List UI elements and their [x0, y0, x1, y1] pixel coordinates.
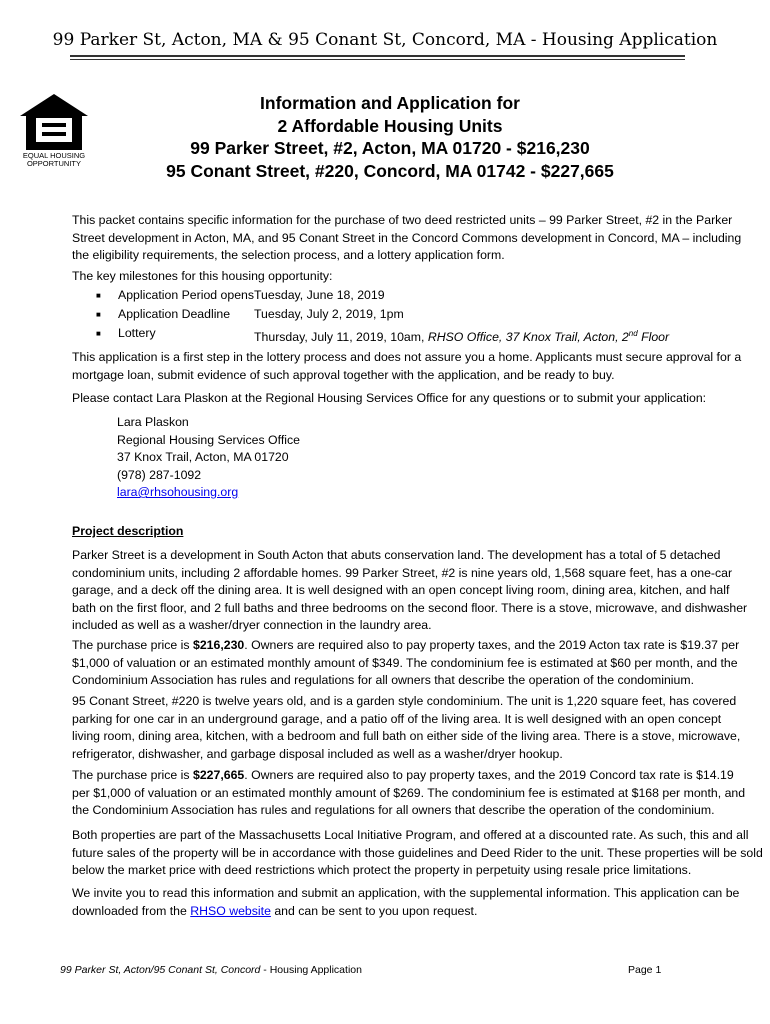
- page-number: Page 1: [628, 964, 662, 976]
- paragraph-line: refrigerator, dishwasher, and garbage disposal included as well as a washer/dryer hookup.: [72, 746, 563, 761]
- contact-address: 37 Knox Trail, Acton, MA 01720: [117, 450, 289, 464]
- paragraph-line: condominium units, including 2 affordable homes. 99 Parker Street, #2 is nine years old, 1,568 square feet, has a one-car: [72, 565, 733, 580]
- first-step-line: mortgage loan, submit evidence of such approval together with the application, and be ready to buy.: [72, 367, 615, 382]
- milestone-label: Application Period opens: [118, 288, 255, 302]
- contact-org: Regional Housing Services Office: [117, 432, 300, 447]
- intro-line: This packet contains specific information for the purchase of two deed restricted units – 99 Parker Street, #2 in the Parker: [72, 213, 733, 227]
- paragraph-line: Both properties are part of the Massachusetts Local Initiative Program, and offered at a discounted rate. As such, this and all: [72, 828, 749, 842]
- program-paragraph: [72, 827, 763, 880]
- paragraph-line: future sales of the property will be in accordance with those guidelines and Deed Rider to the unit. These properties will be sold: [72, 845, 763, 860]
- conant-paragraph: [72, 693, 741, 763]
- page-header: 99 Parker St, Acton, MA & 95 Conant St, Concord, MA - Housing Application: [52, 30, 718, 50]
- bullet-icon: ■: [96, 329, 101, 338]
- title-line-4: 95 Conant Street, #220, Concord, MA 01742 - $227,665: [166, 160, 614, 181]
- intro-paragraph: [72, 212, 742, 265]
- header-rule-thin: [70, 59, 685, 60]
- price-text: . Owners are required also to pay property taxes, and the 2019 Concord tax rate is $14.19: [244, 768, 734, 782]
- equal-housing-opportunity-logo: [18, 92, 90, 168]
- project-description-heading: Project description: [72, 524, 184, 538]
- paragraph-line: bath on the first floor, and 2 full baths and three bedrooms on the second floor. There is a stove, microwave, and dishwasher: [72, 600, 748, 615]
- price-text: The purchase price is: [72, 768, 193, 782]
- milestone-value: Tuesday, July 2, 2019, 1pm: [254, 307, 404, 321]
- title-line-2: 2 Affordable Housing Units: [277, 115, 503, 136]
- paragraph-line: Condominium Association has rules and regulations for all owners that describe the operation of the condominium.: [72, 673, 695, 687]
- paragraph-line: 95 Conant Street, #220 is twelve years old, and is a garden style condominium. The unit is 1,220 square feet, has covered: [72, 694, 737, 708]
- page-footer: [60, 964, 362, 976]
- price-text: The purchase price is: [72, 638, 193, 652]
- conant-price: $227,665: [192, 768, 245, 782]
- intro-line: the eligibility requirements, the selection process, and a lottery application form.: [72, 248, 505, 262]
- contact-block: [117, 414, 300, 502]
- paragraph-line: $1,000 of valuation or an estimated monthly amount of $349. The condominium fee is estimated at $60 per month, and the: [72, 655, 738, 670]
- paragraph-line: parking for one car in an underground garage, and a patio off of the living area. It is well designed with an open concept: [72, 711, 722, 726]
- paragraph-line: included as well as a washer/dryer connection in the laundry area.: [72, 618, 432, 632]
- paragraph-line: per $1,000 of valuation or an estimated monthly amount of $269. The condominium fee is estimated at $168 per month, and: [72, 785, 746, 800]
- title-line-3: 99 Parker Street, #2, Acton, MA 01720 - $216,230: [190, 138, 590, 158]
- equal-housing-icon: [18, 92, 90, 168]
- paragraph-line: the Condominium Association has rules and regulations for all owners that describe the operation of the condominium.: [72, 803, 715, 817]
- logo-text-line1: EQUAL HOUSING: [22, 151, 86, 160]
- paragraph-line: We invite you to read this information and submit an application, with the supplemental information. This application can be: [72, 886, 740, 900]
- first-step-paragraph: [72, 349, 742, 384]
- paragraph-line: living room, dining area, kitchen, with a bedroom and full bath on either side of the living area. There is a stove, microwave,: [72, 729, 741, 743]
- parker-price: $216,230: [192, 638, 245, 652]
- paragraph-text: downloaded from the: [72, 903, 191, 918]
- price-text: . Owners are required also to pay property taxes, and the 2019 Acton tax rate is $19.37 per: [244, 638, 740, 652]
- contact-intro: Please contact Lara Plaskon at the Regional Housing Services Office for any questions or to submit your application:: [72, 391, 707, 405]
- floor-ordinal: nd: [628, 329, 638, 338]
- milestones-heading: The key milestones for this housing opportunity:: [72, 269, 333, 283]
- milestone-label: Lottery: [118, 326, 156, 340]
- paragraph-line: below the market price with deed restrictions which protect the property in perpetuity using resale price limitations.: [72, 863, 692, 877]
- header-rule-thick: [70, 55, 685, 57]
- title-line-1: Information and Application for: [260, 93, 520, 113]
- parker-paragraph: [72, 547, 748, 635]
- paragraph-line: Parker Street is a development in South Acton that abuts conservation land. The development has a total of 5 detached: [72, 548, 721, 562]
- contact-phone: (978) 287-1092: [117, 467, 202, 482]
- footer-title: 99 Parker St, Acton/95 Conant St, Concord: [60, 964, 261, 976]
- paragraph-text: and can be sent to you upon request.: [270, 903, 478, 918]
- invite-paragraph: [72, 885, 740, 920]
- paragraph-line: garage, and a deck off the dining area. It is well designed with an open concept living room, dining area, kitchen, and half: [72, 583, 730, 597]
- bullet-icon: ■: [96, 310, 101, 319]
- document-title: [160, 92, 620, 182]
- conant-price-paragraph: [72, 767, 746, 820]
- first-step-line: This application is a first step in the lottery process and does not assure you a home. Applicants must secure approval for a: [72, 350, 742, 364]
- milestone-value: [254, 324, 669, 347]
- milestone-label: Application Deadline: [118, 307, 231, 321]
- lottery-date: Thursday, July 11, 2019, 10am,: [254, 330, 428, 345]
- logo-text-line2: OPPORTUNITY: [26, 159, 82, 168]
- contact-name: Lara Plaskon: [117, 415, 189, 429]
- footer-subtitle: - Housing Application: [260, 964, 362, 976]
- rhso-website-link[interactable]: RHSO website: [190, 903, 271, 918]
- bullet-icon: ■: [96, 291, 101, 300]
- parker-price-paragraph: [72, 637, 740, 690]
- intro-line: Street development in Acton, MA, and 95 Conant Street in the Concord Commons development in Concord, MA – including: [72, 230, 742, 245]
- lottery-location: RHSO Office, 37 Knox Trail, Acton, 2: [427, 330, 629, 345]
- milestone-value: Tuesday, June 18, 2019: [254, 288, 385, 302]
- contact-email-link[interactable]: lara@rhsohousing.org: [117, 485, 239, 499]
- lottery-floor: Floor: [637, 330, 670, 345]
